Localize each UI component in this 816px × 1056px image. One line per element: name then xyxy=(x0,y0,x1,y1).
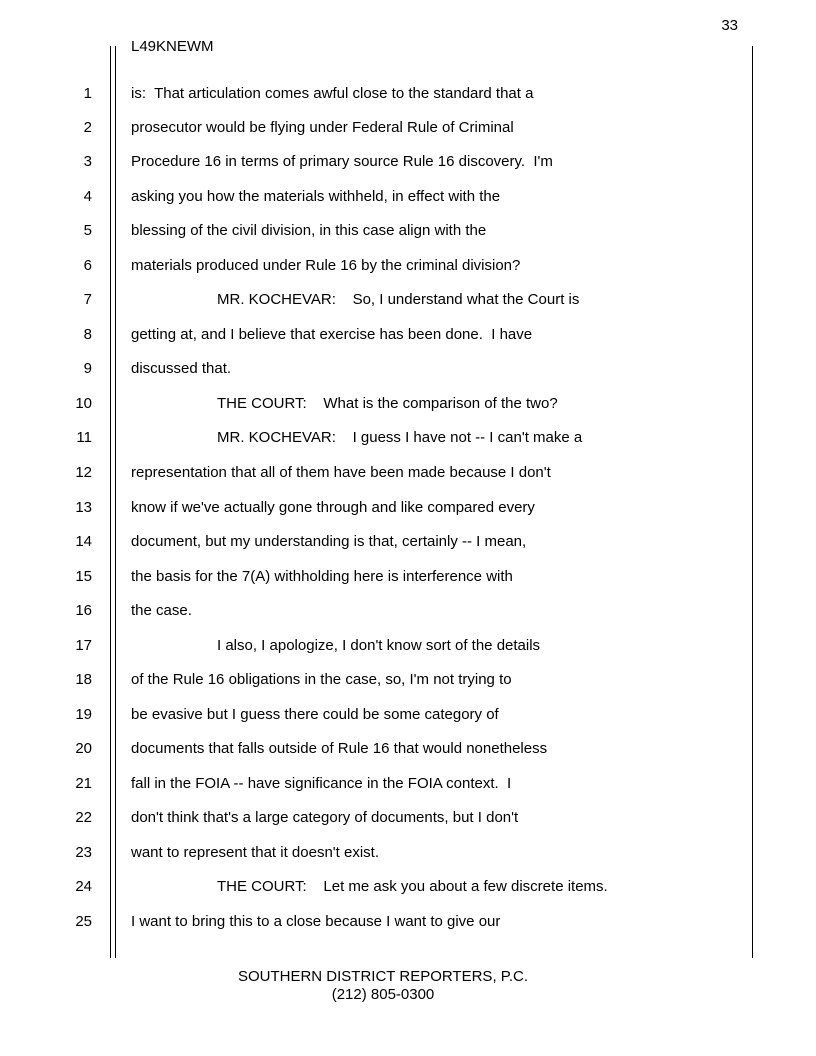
transcript-line xyxy=(0,360,816,380)
line-number: 2 xyxy=(83,119,92,136)
line-text: fall in the FOIA -- have significance in the FOIA context. I xyxy=(131,775,512,792)
transcript-line xyxy=(0,809,816,829)
line-number: 7 xyxy=(83,291,92,308)
transcript-line xyxy=(0,85,816,105)
line-text: don't think that's a large category of documents, but I don't xyxy=(131,809,519,826)
line-number: 1 xyxy=(83,85,92,102)
line-number: 13 xyxy=(75,499,92,516)
transcript-line xyxy=(0,637,816,657)
line-text: documents that falls outside of Rule 16 that would nonetheless xyxy=(131,740,548,757)
transcript-line xyxy=(0,119,816,139)
line-text: of the Rule 16 obligations in the case, so, I'm not trying to xyxy=(131,671,512,688)
line-text: asking you how the materials withheld, in effect with the xyxy=(131,188,501,205)
transcript-line xyxy=(0,153,816,173)
line-text: is: That articulation comes awful close to the standard that a xyxy=(131,85,534,102)
reporter-name: SOUTHERN DISTRICT REPORTERS, P.C. xyxy=(237,968,529,985)
line-text: I also, I apologize, I don't know sort of the details xyxy=(217,637,541,654)
line-number: 20 xyxy=(75,740,92,757)
line-text: know if we've actually gone through and like compared every xyxy=(131,499,535,516)
line-text: getting at, and I believe that exercise has been done. I have xyxy=(131,326,533,343)
line-number: 15 xyxy=(75,568,92,585)
line-text: prosecutor would be flying under Federal Rule of Criminal xyxy=(131,119,514,136)
case-header: L49KNEWM xyxy=(131,38,214,55)
line-number: 21 xyxy=(75,775,92,792)
line-text: be evasive but I guess there could be some category of xyxy=(131,706,499,723)
line-number: 3 xyxy=(83,153,92,170)
line-text: blessing of the civil division, in this case align with the xyxy=(131,222,487,239)
transcript-line xyxy=(0,222,816,242)
transcript-line xyxy=(0,533,816,553)
line-text: MR. KOCHEVAR: So, I understand what the Court is xyxy=(217,291,580,308)
transcript-line xyxy=(0,257,816,277)
transcript-line xyxy=(0,671,816,691)
line-number: 5 xyxy=(83,222,92,239)
line-text: discussed that. xyxy=(131,360,232,377)
transcript-line xyxy=(0,499,816,519)
transcript-line xyxy=(0,326,816,346)
line-number: 10 xyxy=(75,395,92,412)
transcript-line xyxy=(0,568,816,588)
transcript-line xyxy=(0,395,816,415)
line-number: 6 xyxy=(83,257,92,274)
reporter-phone: (212) 805-0300 xyxy=(331,986,435,1003)
transcript-line xyxy=(0,913,816,933)
transcript-line xyxy=(0,291,816,311)
transcript-line xyxy=(0,878,816,898)
line-number: 12 xyxy=(75,464,92,481)
line-text: materials produced under Rule 16 by the criminal division? xyxy=(131,257,521,274)
transcript-line xyxy=(0,706,816,726)
line-number: 4 xyxy=(83,188,92,205)
line-text: THE COURT: Let me ask you about a few discrete items. xyxy=(217,878,608,895)
line-number: 17 xyxy=(75,637,92,654)
line-text: Procedure 16 in terms of primary source Rule 16 discovery. I'm xyxy=(131,153,553,170)
transcript-line xyxy=(0,602,816,622)
line-number: 16 xyxy=(75,602,92,619)
transcript-line xyxy=(0,740,816,760)
line-text: MR. KOCHEVAR: I guess I have not -- I can't make a xyxy=(217,429,583,446)
line-number: 24 xyxy=(75,878,92,895)
line-text: want to represent that it doesn't exist. xyxy=(131,844,379,861)
line-number: 23 xyxy=(75,844,92,861)
line-number: 25 xyxy=(75,913,92,930)
line-text: THE COURT: What is the comparison of the two? xyxy=(217,395,558,412)
line-number: 11 xyxy=(76,429,92,446)
line-number: 18 xyxy=(75,671,92,688)
page-number: 33 xyxy=(721,17,738,34)
line-number: 8 xyxy=(83,326,92,343)
line-number: 22 xyxy=(75,809,92,826)
line-text: the case. xyxy=(131,602,192,619)
line-text: document, but my understanding is that, certainly -- I mean, xyxy=(131,533,527,550)
line-number: 9 xyxy=(83,360,92,377)
line-number: 19 xyxy=(75,706,92,723)
transcript-line xyxy=(0,844,816,864)
transcript-line xyxy=(0,464,816,484)
page-footer xyxy=(0,968,766,1004)
line-text: I want to bring this to a close because I want to give our xyxy=(131,913,501,930)
line-number: 14 xyxy=(75,533,92,550)
line-text: representation that all of them have been made because I don't xyxy=(131,464,551,481)
transcript-line xyxy=(0,429,816,449)
line-text: the basis for the 7(A) withholding here is interference with xyxy=(131,568,513,585)
transcript-line xyxy=(0,188,816,208)
transcript-line xyxy=(0,775,816,795)
